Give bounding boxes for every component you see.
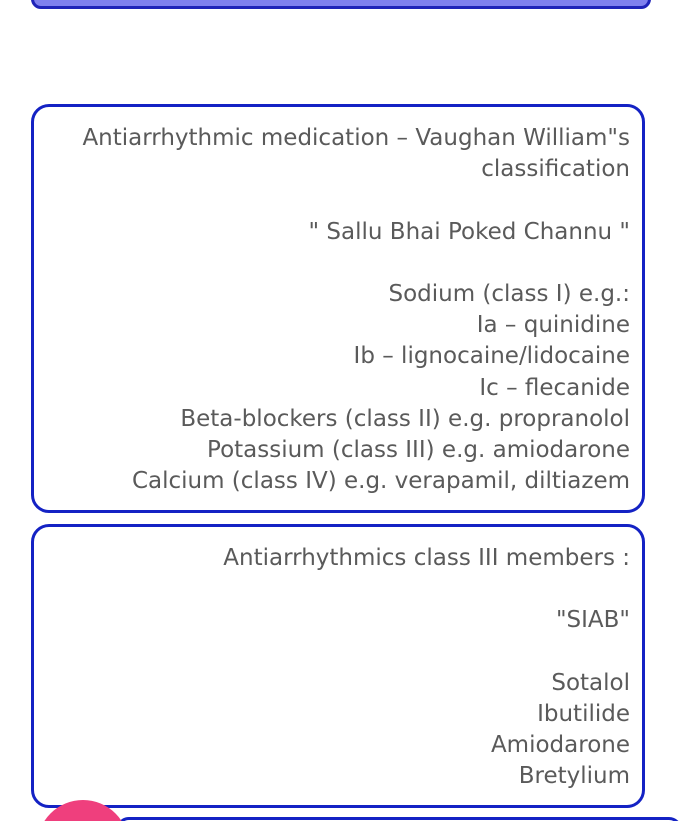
card-text-line: Potassium (class III) e.g. amiodarone <box>207 437 630 463</box>
card-text-line <box>46 637 630 668</box>
card-text-line: " Sallu Bhai Poked Channu " <box>308 218 630 245</box>
flashcard-vaughan-williams[interactable] <box>31 104 645 513</box>
card-text-line: Calcium (class IV) e.g. verapamil, diltiazem <box>131 468 630 495</box>
card-text-line: Amiodarone <box>490 732 630 759</box>
card-text-line: Sotalol <box>551 669 630 696</box>
card-text-line: Ic – flecanide <box>479 374 630 401</box>
card-text-line: "SIAB" <box>555 607 630 634</box>
card-text-line: Beta-blockers (class II) e.g. propranolol <box>180 405 630 432</box>
previous-card[interactable] <box>31 0 651 9</box>
card-text-line: Antiarrhythmic medication – Vaughan William"s <box>82 125 630 151</box>
card-text-line: Bretylium <box>518 763 630 790</box>
card-text-line: Sodium (class I) e.g.: <box>388 280 630 307</box>
card-text-line: Antiarrhythmics class III members : <box>223 545 630 571</box>
card-text-line: Ia – quinidine <box>476 312 630 339</box>
flashcard-class-iii-members[interactable] <box>31 524 645 808</box>
card-text-line: Ib – lignocaine/lidocaine <box>353 343 630 370</box>
card-text-line <box>46 574 630 605</box>
card-text-line: Ibutilide <box>537 700 630 727</box>
card-text-line <box>46 185 630 216</box>
card-text-line <box>46 248 630 279</box>
next-card[interactable] <box>116 817 680 821</box>
card-text-line: classification <box>481 156 630 183</box>
